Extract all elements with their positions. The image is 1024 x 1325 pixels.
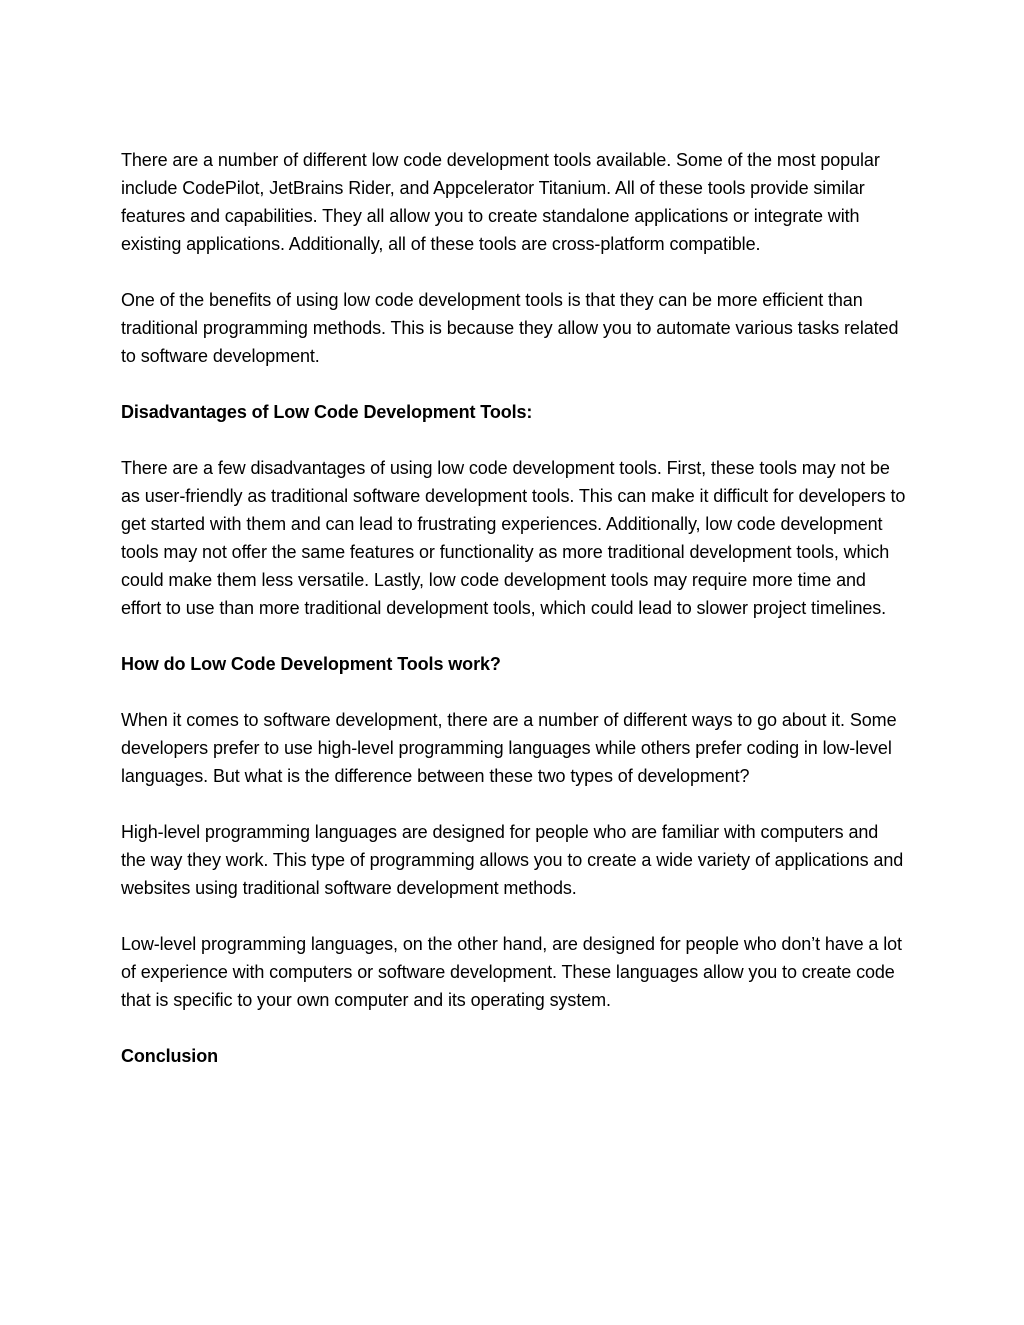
body-paragraph: There are a number of different low code development tools available. Some of the most popular include CodePilot, JetBrains Rider, and Appcelerator Titanium. All of these tools provide similar features and capabilities. They all allow you to create standalone applications or integrate with existing applications. Additionally, all of these tools are cross-platform compatible. [121,150,880,254]
body-paragraph: There are a few disadvantages of using low code development tools. First, these tools may not be as user-friendly as traditional software development tools. This can make it difficult for developers to get started with them and can lead to frustrating experiences. Additionally, low code development tools may not offer the same features or functionality as more traditional development tools, which could make them less versatile. Lastly, low code development tools may require more time and effort to use than more traditional development tools, which could lead to slower project timelines. [121,458,906,618]
body-paragraph: High-level programming languages are designed for people who are familiar with computers and the way they work. This type of programming allows you to create a wide variety of applications and websites using traditional software development methods. [121,822,904,898]
document-content [121,146,907,1098]
section-heading: Conclusion [121,1046,218,1066]
body-paragraph: One of the benefits of using low code development tools is that they can be more efficient than traditional programming methods. This is because they allow you to automate various tasks related to software development. [121,290,899,366]
section-heading: How do Low Code Development Tools work? [121,654,501,674]
body-paragraph: When it comes to software development, there are a number of different ways to go about it. Some developers prefer to use high-level programming languages while others prefer coding in low-level languages. But what is the difference between these two types of development? [121,710,897,786]
section-heading: Disadvantages of Low Code Development Tools: [121,402,533,422]
body-paragraph: Low-level programming languages, on the other hand, are designed for people who don’t have a lot of experience with computers or software development. These languages allow you to create code that is specific to your own computer and its operating system. [121,934,902,1010]
